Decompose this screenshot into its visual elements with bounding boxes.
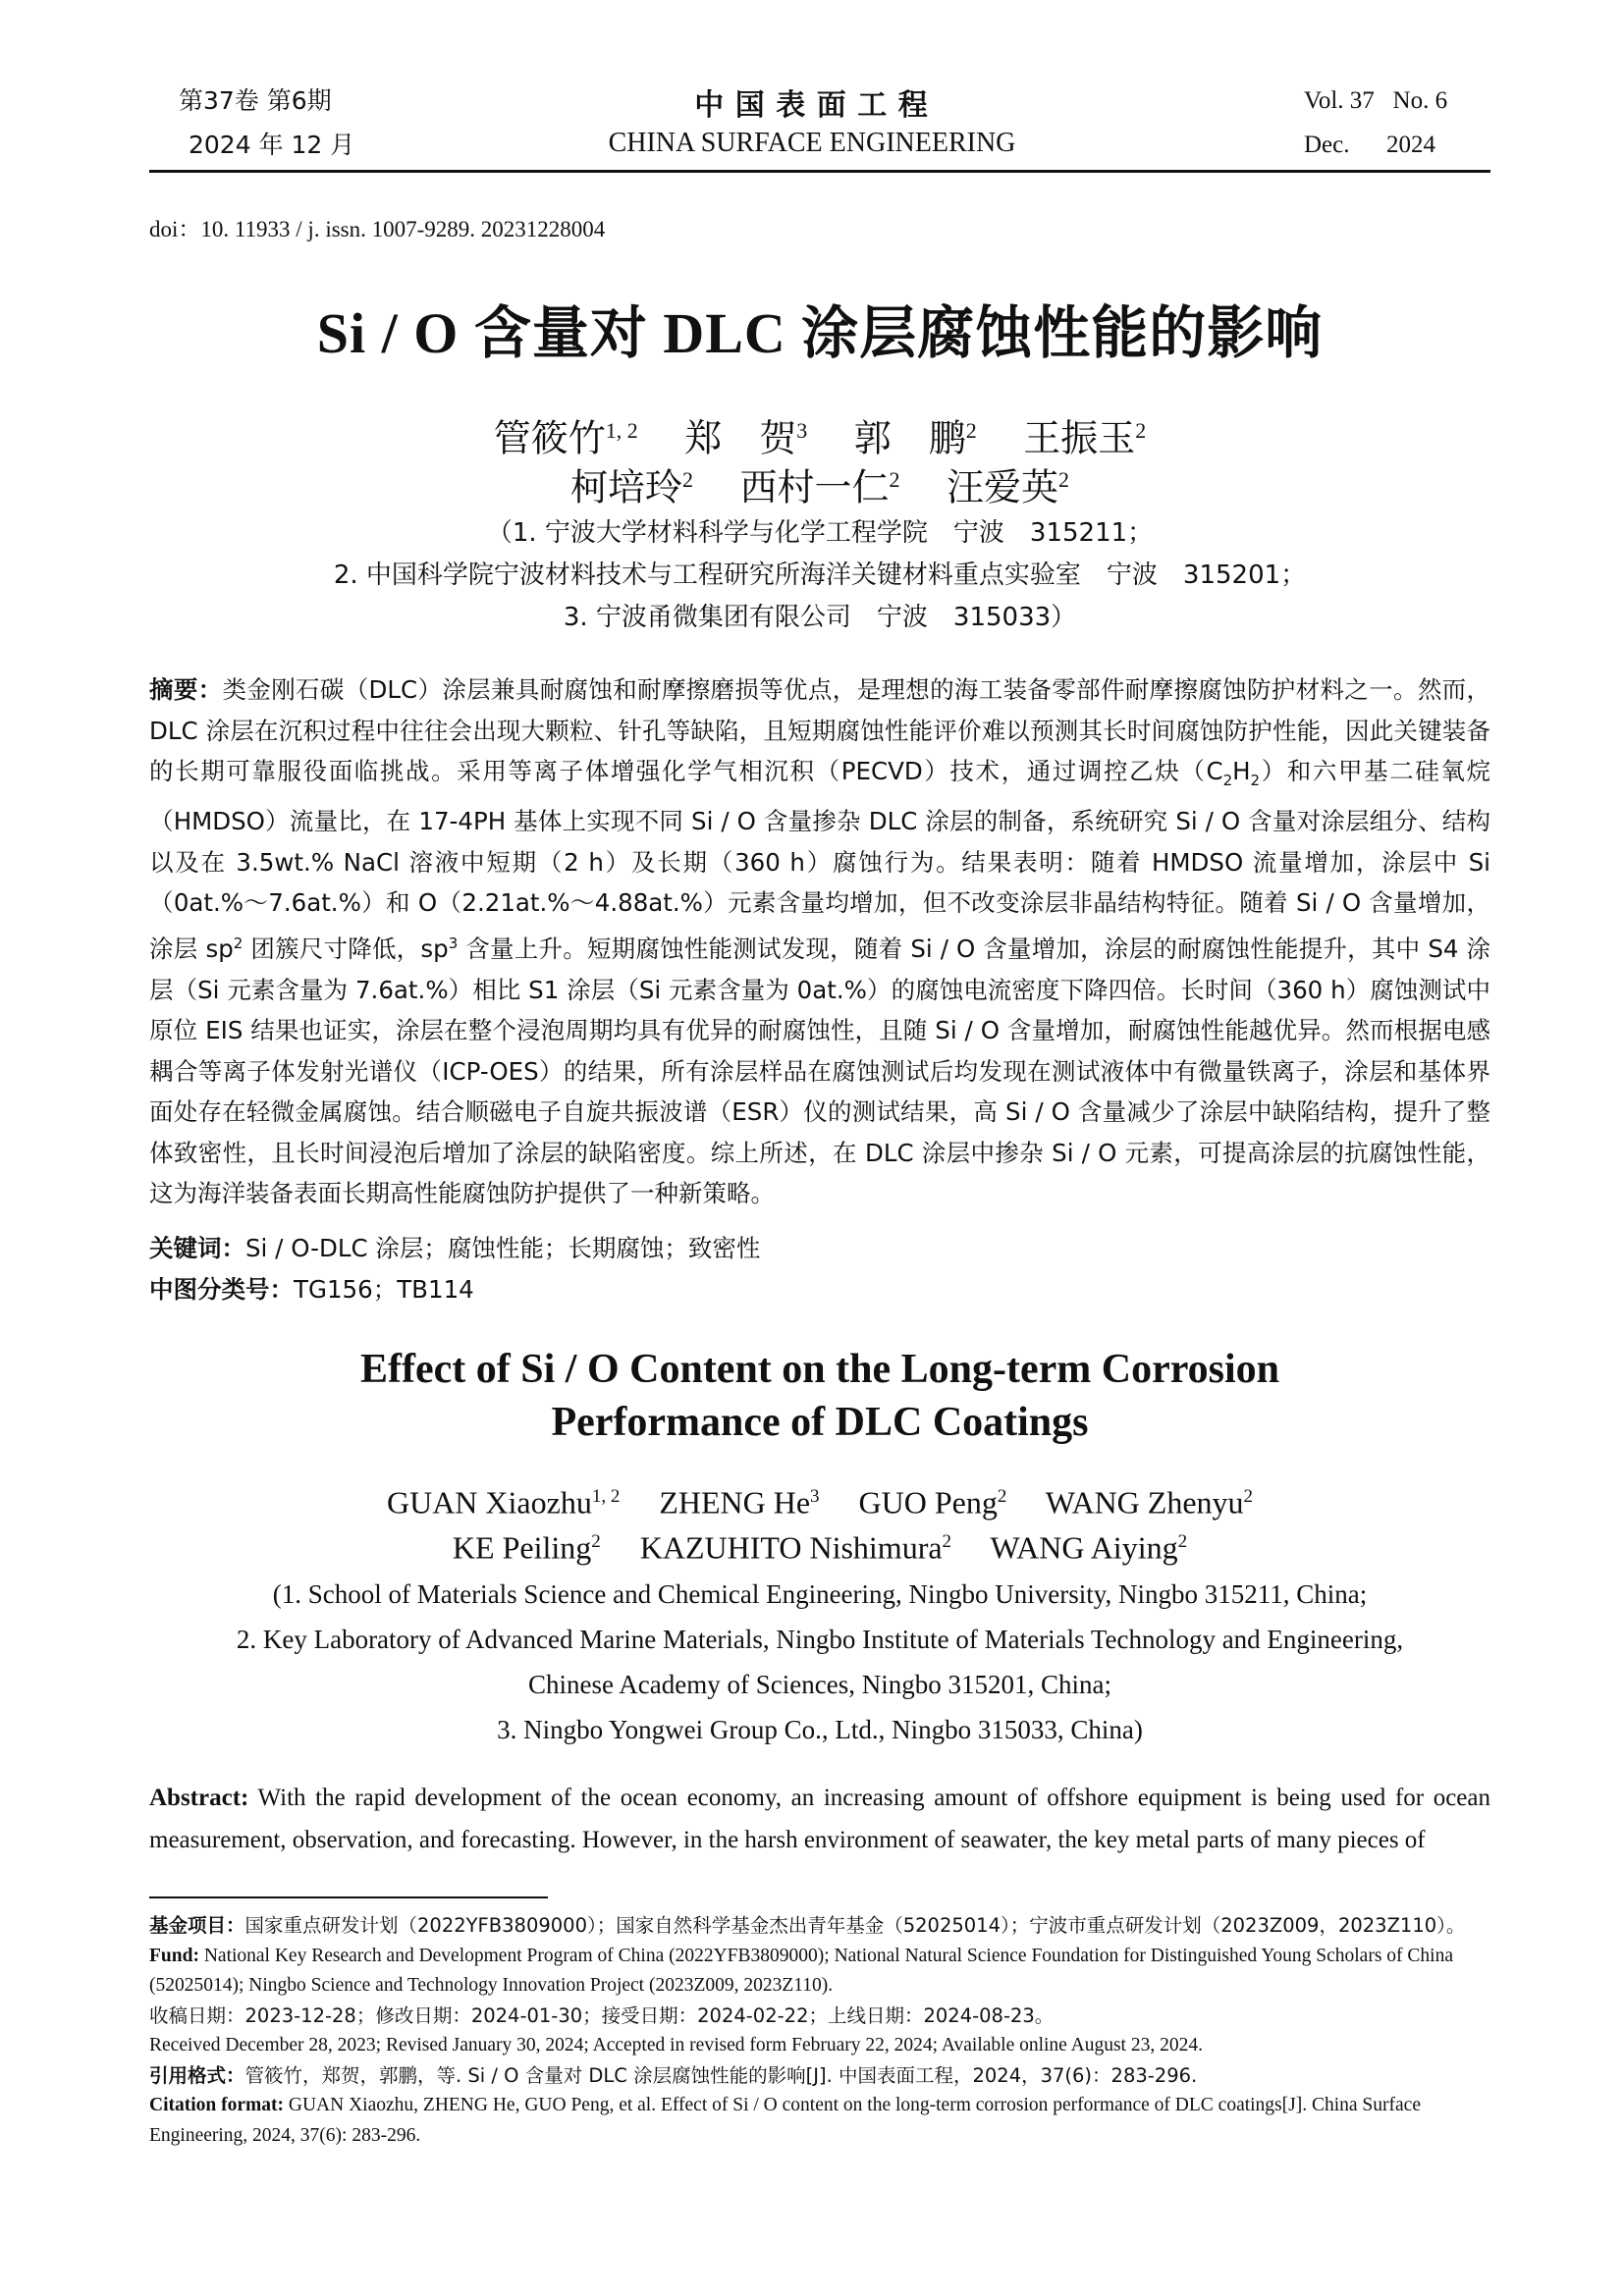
abstract-cn: 摘要：类金刚石碳（DLC）涂层兼具耐腐蚀和耐摩擦磨损等优点，是理想的海工装备零部件耐摩擦腐蚀防护材料之一。然而，DLC 涂层在沉积过程中往往会出现大颗粒、针孔等缺陷，且短期腐蚀性能评价难以预测其长时间腐蚀防护性能，因此关键装备的长期可靠服役面临挑战。采用等离子体增强化学气相沉积（PECVD）技术，通过调控乙炔$(C_2H_2)$和六甲基二硅氧烷（HMDSO）流量比，在 17-4PH 基体上实现不同 Si / O 含量掺杂 DLC 涂层的制备，系统研究 Si / O 含量对涂层组分、结构以及在 3.5wt.% NaCl 溶液中短期（2 h）及长期（360 h）腐蚀行为。结果表明：随着 HMDSO 流量增加，涂层中 Si（0at.%～7.6at.%）和 O（2.21at.%～4.88at.%）元素含量均增加，但不改变涂层非晶结构特征。随着 Si / O 含量增加，涂层 $sp^2$ 团簇尺寸降低，$sp^3$ 含量上升。短期腐蚀性能测试发现，随着 Si / O 含量增加，涂层的耐腐蚀性能提升，其中 S4 涂层（Si 元素含量为 7.6at.%）相比 S1 涂层（Si 元素含量为 0at.%）的腐蚀电流密度下降四倍。长时间（360 h）腐蚀测试中原位 EIS 结果也证实，涂层在整个浸泡周期均具有优异的耐腐蚀性，且随 Si / O 含量增加，耐腐蚀性能越优异。然而根据电感耦合等离子体发射光谱仪（ICP-OES）的结果，所有涂层样品在腐蚀测试后均发现在测试液体中有微量铁离子，涂层和基体界面处存在轻微金属腐蚀。结合顺磁电子自旋共振波谱（ESR）仪的测试结果，高 Si / O 含量减少了涂层中缺陷结构，提升了整体致密性，且长时间浸泡后增加了涂层的缺陷密度。综上所述，在 DLC 涂层中掺杂 Si / O 元素，可提高涂层的抗腐蚀性能，这为海洋装备表面长期高性能腐蚀防护提供了一种新策略。 <box>149 675 1491 1208</box>
journal-title-cn: 中 国 表 面 工 程 <box>694 89 930 122</box>
citation-cn: 引用格式：管筱竹，郑贺，郭鹏，等. Si / O 含量对 DLC 涂层腐蚀性能的影响[J]. 中国表面工程，2024，37(6)：283-296. <box>149 2063 1198 2087</box>
affiliations-en <box>149 1572 1490 1752</box>
author-name: GUO Peng <box>858 1484 998 1521</box>
author-name: 管筱竹 <box>493 418 606 460</box>
dates-en: Received December 28, 2023; Revised January 30, 2024; Accepted in revised form February 22, 2024; Available online August 23, 2024. <box>149 2035 1203 2056</box>
affiliations-cn <box>149 512 1490 639</box>
journal-title-en: CHINA SURFACE ENGINEERING <box>608 128 1016 158</box>
author-name: 汪爱英 <box>947 467 1059 509</box>
article-title-cn: Si / O 含量对 DLC 涂层腐蚀性能的影响 <box>316 301 1324 365</box>
header-date-cn: 2024 年 12 月 <box>189 131 355 159</box>
authors-en-line2: KE Peiling$^2$ KAZUHITO Nishimura$^2$ WANG Aiying$^2$ <box>452 1529 1188 1566</box>
affiliation-line: 2. Key Laboratory of Advanced Marine Materials, Ningbo Institute of Materials Technology and Engineering, <box>236 1625 1404 1654</box>
doi: doi：10. 11933 / j. issn. 1007-9289. 20231228004 <box>149 217 606 241</box>
author-name: 王振玉 <box>1023 418 1136 460</box>
header-volume-issue-cn: 第37卷 第6期 <box>179 86 332 115</box>
dates-cn: 收稿日期：2023-12-28；修改日期：2024-01-30；接受日期：2024-02-22；上线日期：2024-08-23。 <box>149 2003 1055 2027</box>
header-volume-issue-en: Vol. 37 No. 6 <box>1304 87 1448 114</box>
author-name: WANG Aiying <box>990 1529 1178 1566</box>
author-name: 郭 鹏 <box>853 418 966 460</box>
abstract-en: Abstract: With the rapid development of the ocean economy, an increasing amount of offshore equipment is being used for ocean measurement, observation, and forecasting. However, in the harsh environment of seawater, the key metal parts of many pieces of <box>149 1785 1490 1853</box>
footnote-rule <box>149 1896 548 1898</box>
author-name: 柯培玲 <box>569 467 682 509</box>
abstract-en-label: Abstract: <box>149 1785 249 1811</box>
abstract-cn-label: 摘要： <box>149 675 223 704</box>
keywords-cn: 关键词：Si / O-DLC 涂层；腐蚀性能；长期腐蚀；致密性 <box>149 1234 761 1262</box>
clc-number-cn: 中图分类号：TG156；TB114 <box>149 1275 474 1304</box>
author-name: 郑 贺 <box>684 418 797 460</box>
affiliation-line: 3. Ningbo Yongwei Group Co., Ltd., Ningbo 315033, China) <box>497 1715 1143 1744</box>
author-name: KE Peiling <box>452 1529 592 1566</box>
fund-en: Fund: National Key Research and Development Program of China (2022YFB3809000); National Natural Science Foundation for Distinguished Young Scholars of China (52025014); Ningbo Science and Technology Innovation Project (2023Z009, 2023Z110). <box>149 1945 1453 1996</box>
citation-en: Citation format: GUAN Xiaozhu, ZHENG He, GUO Peng, et al. Effect of Si / O content on the long-term corrosion performance of DLC coatings[J]. China Surface Engineering, 2024, 37(6): 283-296. <box>149 2095 1421 2146</box>
header-rule <box>149 170 1490 173</box>
affiliation-line: (1. School of Materials Science and Chemical Engineering, Ningbo University, Ningbo 315211, China; <box>272 1579 1368 1609</box>
affiliation-line: 2. 中国科学院宁波材料技术与工程研究所海洋关键材料重点实验室 宁波 315201； <box>333 561 1307 590</box>
header-date-en: Dec. 2024 <box>1304 132 1435 158</box>
authors-cn-line1: 管筱竹$^{1, 2}$ 郑 贺$^3$ 郭 鹏$^2$ 王振玉$^2$ <box>493 418 1147 460</box>
authors-cn-line2: 柯培玲$^2$ 西村一仁$^2$ 汪爱英$^2$ <box>569 467 1070 509</box>
author-name: GUAN Xiaozhu <box>386 1484 592 1521</box>
affiliation-line: 3. 宁波甬微集团有限公司 宁波 315033） <box>563 603 1077 632</box>
author-name: WANG Zhenyu <box>1045 1484 1244 1521</box>
authors-en-line1: GUAN Xiaozhu$^{1, 2}$ ZHENG He$^3$ GUO Peng$^2$ WANG Zhenyu$^2$ <box>386 1484 1254 1521</box>
footnotes <box>149 1911 1490 2151</box>
fund-cn: 基金项目：国家重点研发计划（2022YFB3809000）；国家自然科学基金杰出青年基金（52025014）；宁波市重点研发计划（2023Z009，2023Z110）。 <box>149 1914 1466 1937</box>
affiliation-line: （1. 宁波大学材料科学与化学工程学院 宁波 315211； <box>486 518 1154 548</box>
author-name: KAZUHITO Nishimura <box>639 1529 943 1566</box>
article-title-en: Effect of Si / O Content on the Long-term Corrosion Performance of DLC Coatings <box>360 1347 1279 1445</box>
author-name: 西村一仁 <box>739 467 890 509</box>
affiliation-line: Chinese Academy of Sciences, Ningbo 315201, China; <box>528 1670 1111 1699</box>
author-name: ZHENG He <box>659 1484 811 1521</box>
